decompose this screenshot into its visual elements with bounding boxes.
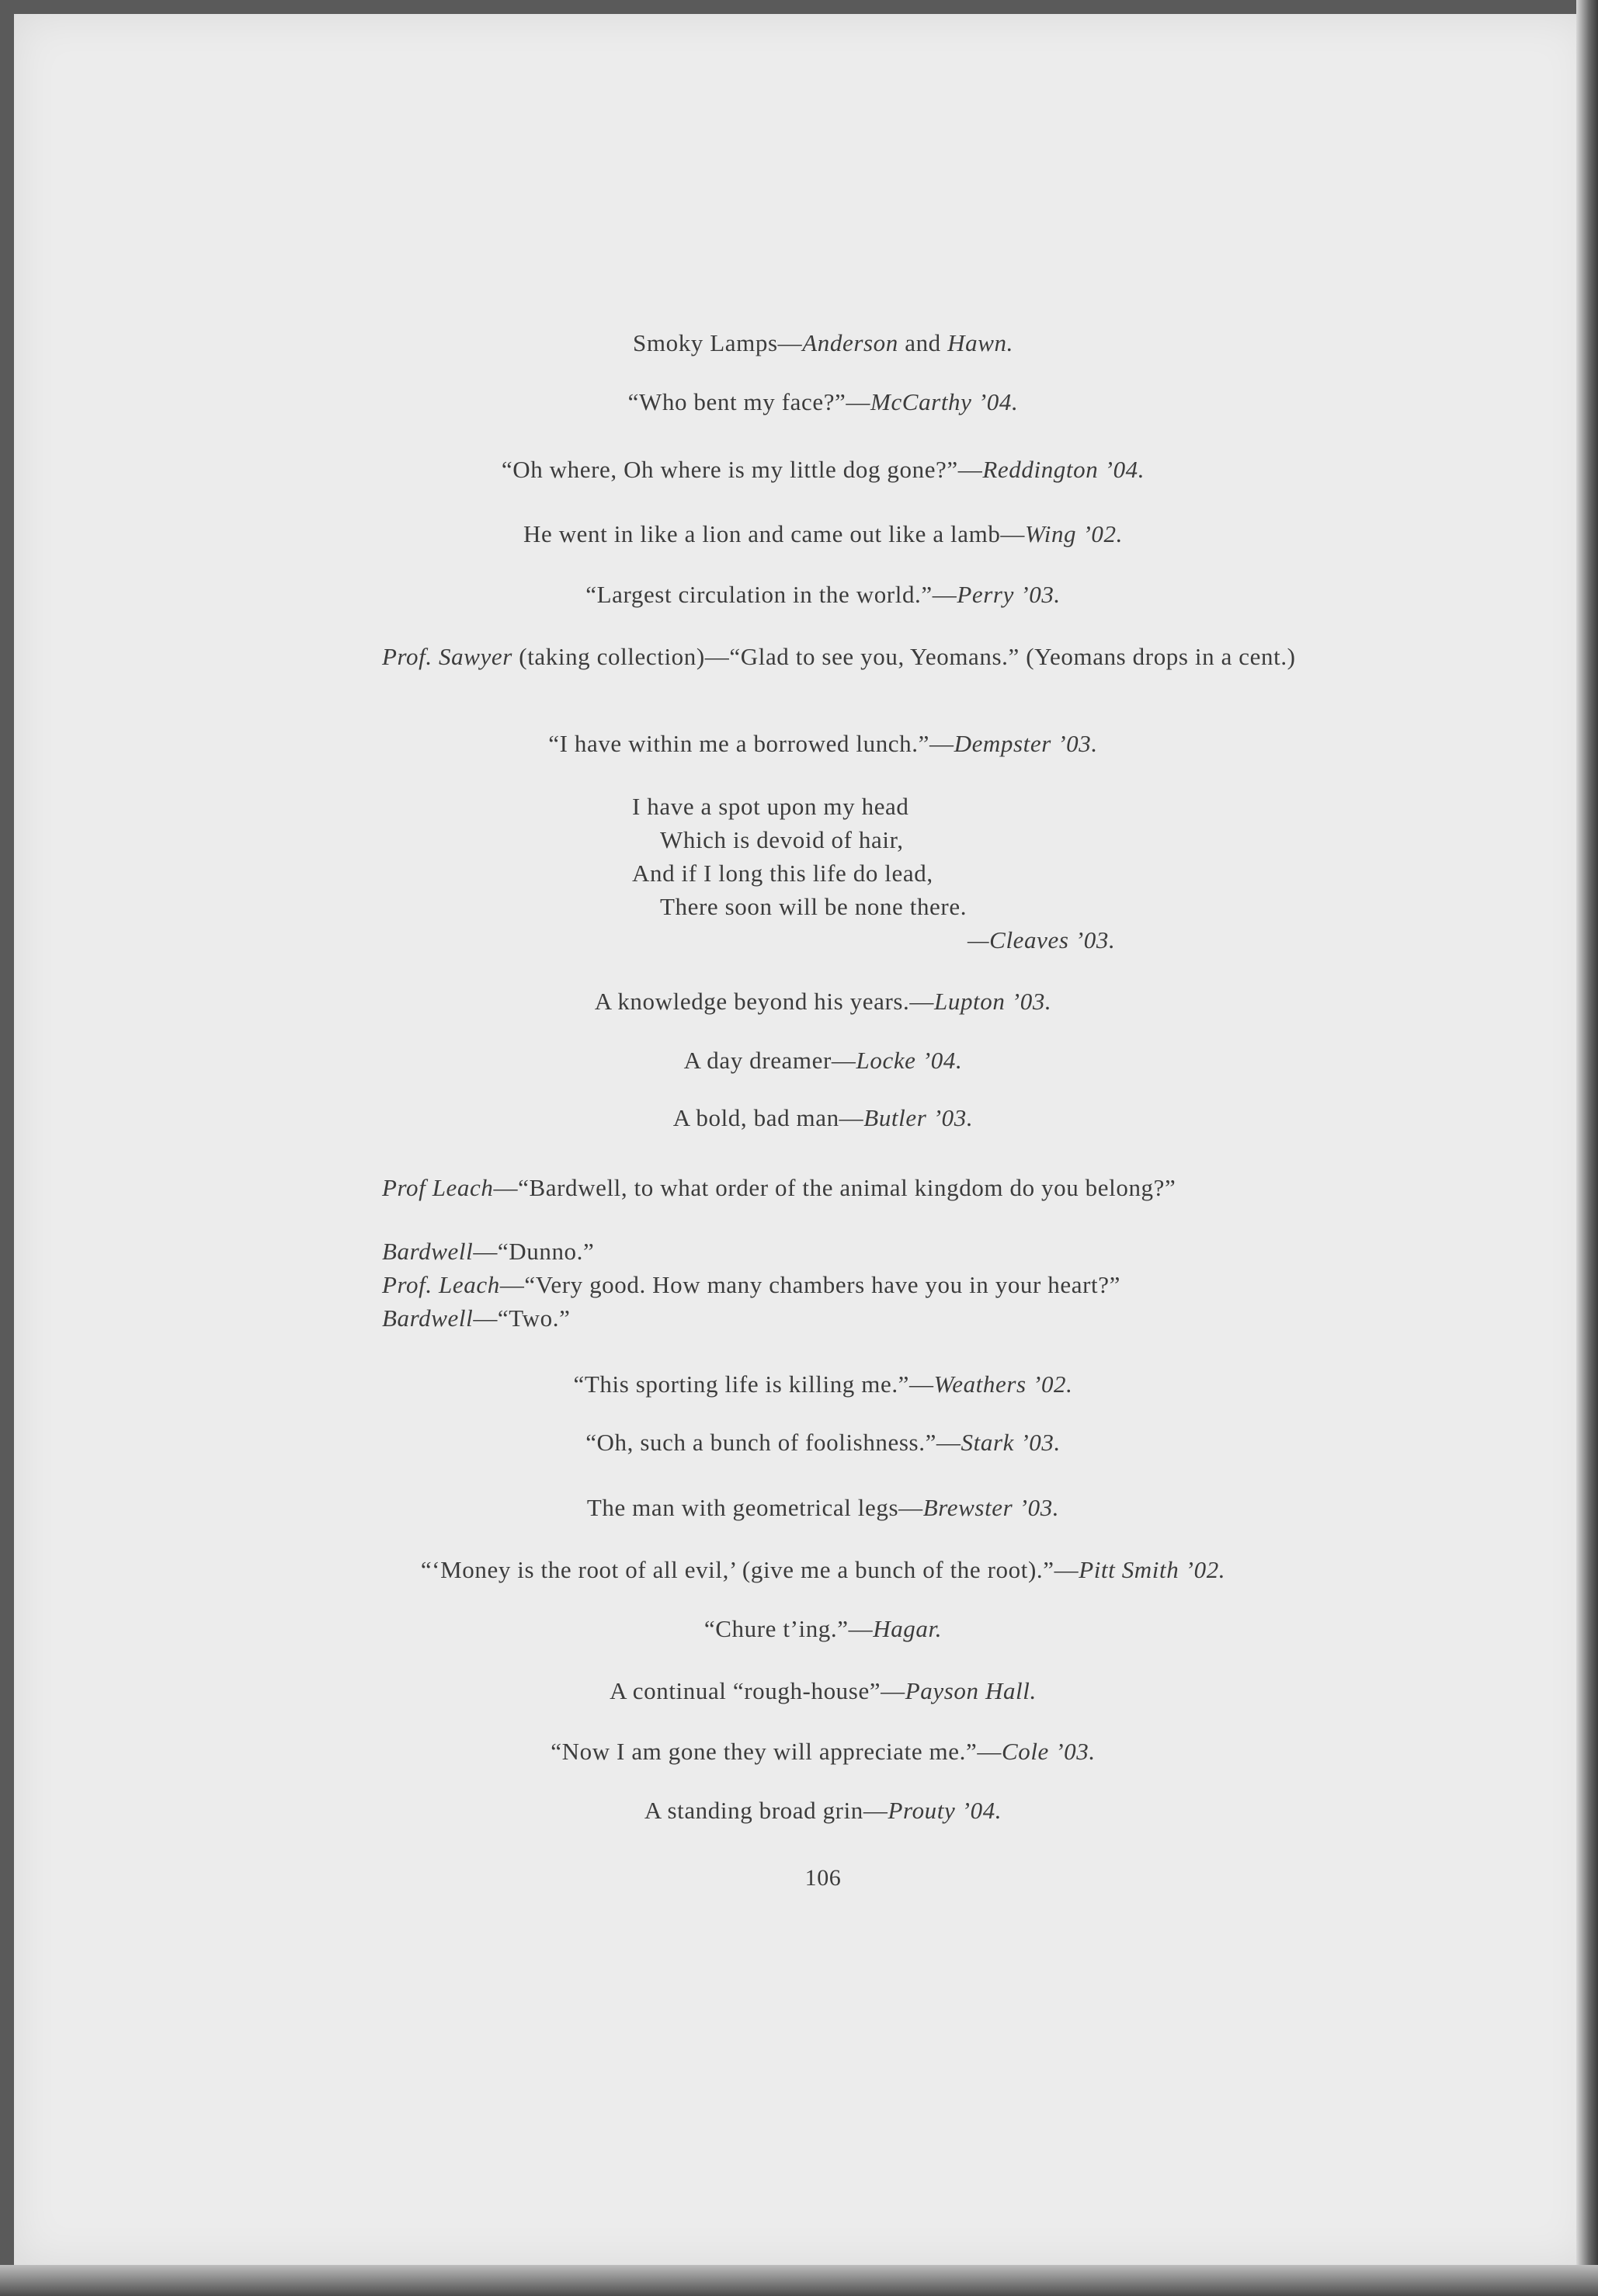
poem-cleaves xyxy=(632,790,1115,957)
entry-weathers: “This sporting life is killing me.”—Weathers ’02. xyxy=(573,1370,1073,1398)
page-number: 106 xyxy=(804,1865,842,1891)
entry-hagar: “Chure t’ing.”—Hagar. xyxy=(703,1615,943,1642)
poem-line: I have a spot upon my head xyxy=(632,793,909,820)
entry-cole: “Now I am gone they will appreciate me.”—Cole ’03. xyxy=(551,1738,1096,1765)
entry-reddington: “Oh where, Oh where is my little dog gone?”—Reddington ’04. xyxy=(501,456,1145,483)
dialogue-bardwell-a2: Bardwell—“Two.” xyxy=(382,1304,571,1332)
entry-butler: A bold, bad man—Butler ’03. xyxy=(672,1104,974,1131)
page-binding-edge xyxy=(1576,0,1598,2296)
entry-locke: A day dreamer—Locke ’04. xyxy=(683,1047,963,1074)
poem-line: Which is devoid of hair, xyxy=(660,826,904,853)
entry-wing: He went in like a lion and came out like a lamb—Wing ’02. xyxy=(523,520,1123,547)
poem-attribution: —Cleaves ’03. xyxy=(967,926,1116,953)
poem-line: And if I long this life do lead, xyxy=(632,860,933,887)
entry-prouty: A standing broad grin—Prouty ’04. xyxy=(644,1797,1002,1824)
entry-stark: “Oh, such a bunch of foolishness.”—Stark ’03. xyxy=(585,1429,1061,1456)
dialogue-leach-q2: Prof. Leach—“Very good. How many chambers have you in your heart?” xyxy=(382,1271,1120,1298)
entry-pitt-smith: “‘Money is the root of all evil,’ (give me a bunch of the root).”—Pitt Smith ’02. xyxy=(420,1556,1226,1583)
entry-dempster: “I have within me a borrowed lunch.”—Dempster ’03. xyxy=(548,730,1098,757)
poem-line: There soon will be none there. xyxy=(660,893,967,920)
dialogue-leach-q1: Prof Leach—“Bardwell, to what order of the animal kingdom do you belong?” xyxy=(382,1174,1176,1201)
entry-brewster: The man with geometrical legs—Brewster ’03. xyxy=(586,1494,1060,1521)
entry-payson-hall: A continual “rough-house”—Payson Hall. xyxy=(610,1677,1037,1704)
entry-lupton: A knowledge beyond his years.—Lupton ’03. xyxy=(594,988,1052,1015)
entry-sawyer: Prof. Sawyer (taking collection)—“Glad to see you, Yeomans.” (Yeomans drops in a cent.) xyxy=(382,643,1296,670)
entry-smoky-lamps: Smoky Lamps—Anderson and Hawn. xyxy=(633,329,1013,356)
entry-mccarthy: “Who bent my face?”—McCarthy ’04. xyxy=(627,388,1019,415)
page-bottom-edge xyxy=(0,2265,1598,2296)
entry-perry: “Largest circulation in the world.”—Perry ’03. xyxy=(585,581,1061,608)
dialogue-bardwell-a1: Bardwell—“Dunno.” xyxy=(382,1238,595,1265)
